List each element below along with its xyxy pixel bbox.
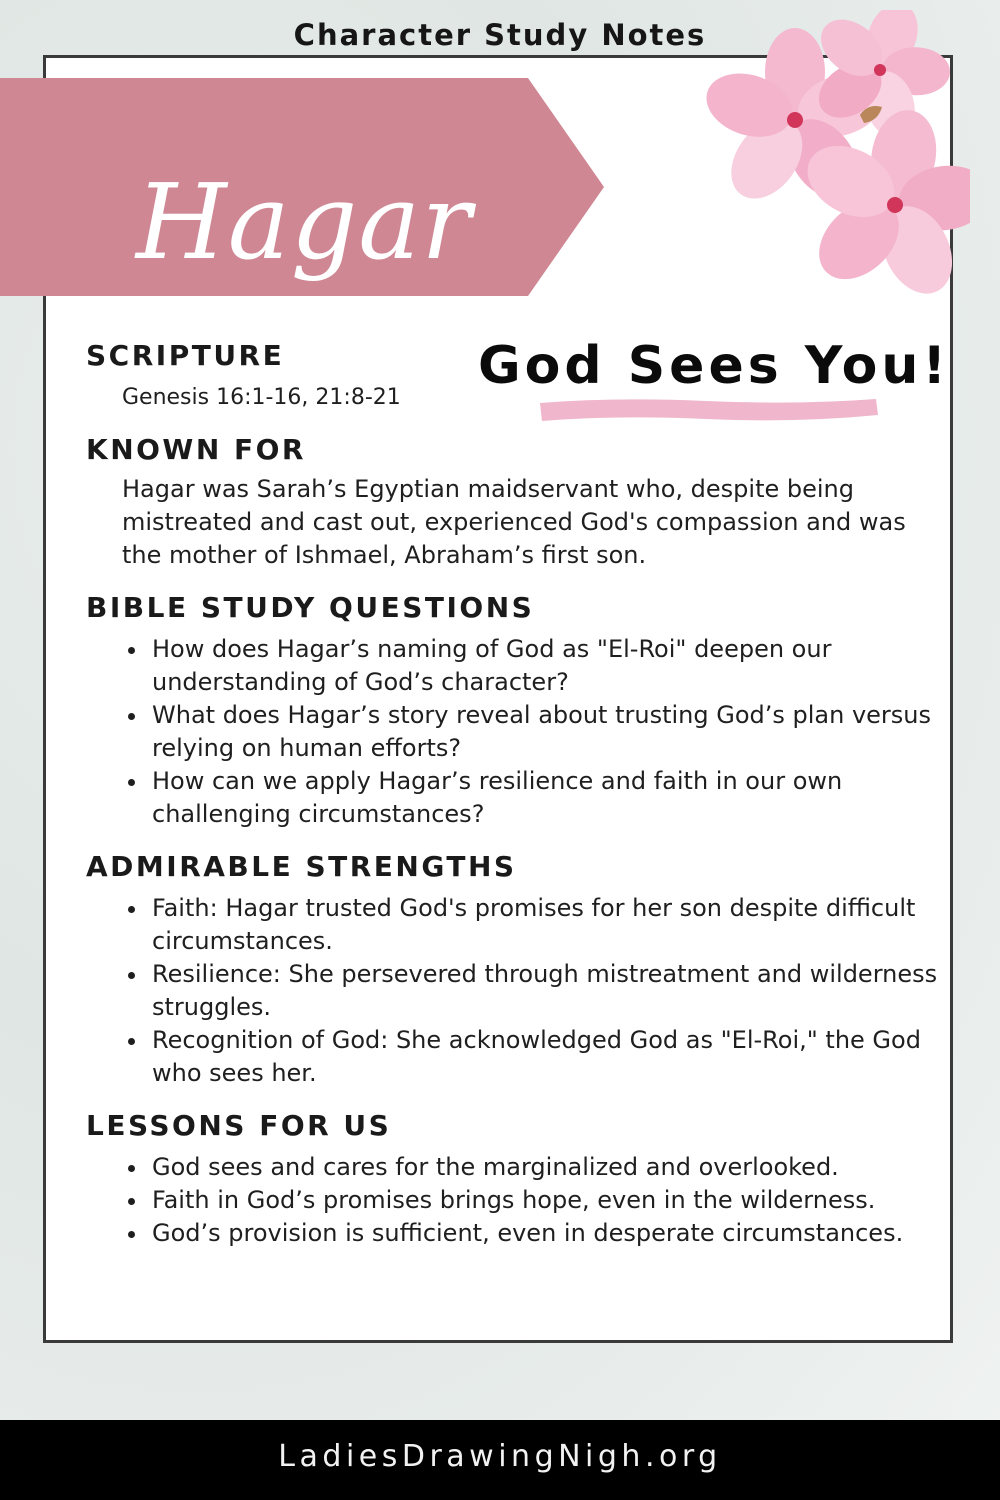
list-item: What does Hagar’s story reveal about trusting God’s plan versus relying on human efforts? — [122, 699, 952, 765]
strengths-heading: ADMIRABLE STRENGTHS — [86, 850, 517, 883]
tagline: God Sees You! — [478, 336, 951, 396]
questions-section — [86, 590, 956, 831]
list-item: God’s provision is sufficient, even in desperate circumstances. — [122, 1217, 952, 1250]
footer-site-link[interactable]: LadiesDrawingNigh.org — [278, 1439, 722, 1474]
known-for-heading: KNOWN FOR — [86, 433, 306, 466]
list-item: Faith: Hagar trusted God's promises for her son despite difficult circumstances. — [122, 892, 952, 958]
scripture-section — [86, 338, 956, 414]
list-item: Faith in God’s promises brings hope, even in the wilderness. — [122, 1184, 952, 1217]
strengths-section — [86, 849, 956, 1090]
list-item: How can we apply Hagar’s resilience and faith in our own challenging circumstances? — [122, 765, 952, 831]
footer-bar — [0, 1420, 1000, 1500]
known-for-section — [86, 432, 956, 572]
scripture-reference: Genesis 16:1-16, 21:8-21 — [122, 385, 401, 410]
page-header-title: Character Study Notes — [293, 18, 707, 52]
strengths-list — [122, 892, 952, 1090]
lessons-heading: LESSONS FOR US — [86, 1109, 392, 1142]
list-item: God sees and cares for the marginalized and overlooked. — [122, 1151, 952, 1184]
lessons-section — [86, 1108, 956, 1250]
name-banner — [0, 78, 604, 296]
cherry-blossom-illustration — [700, 10, 970, 304]
known-for-text: Hagar was Sarah’s Egyptian maidservant who, despite being mistreated and cast out, experienced God's compassion and was the mother of Ishmael, Abraham’s first son. — [122, 475, 906, 569]
list-item: Resilience: She persevered through mistreatment and wilderness struggles. — [122, 958, 952, 1024]
scripture-heading: SCRIPTURE — [86, 339, 285, 372]
list-item: How does Hagar’s naming of God as "El-Roi" deepen our understanding of God’s character? — [122, 633, 952, 699]
questions-heading: BIBLE STUDY QUESTIONS — [86, 591, 535, 624]
character-name: Hagar — [136, 161, 472, 283]
list-item: Recognition of God: She acknowledged God as "El-Roi," the God who sees her. — [122, 1024, 952, 1090]
lessons-list — [122, 1151, 952, 1250]
questions-list — [122, 633, 952, 831]
notes-content — [86, 338, 956, 1268]
